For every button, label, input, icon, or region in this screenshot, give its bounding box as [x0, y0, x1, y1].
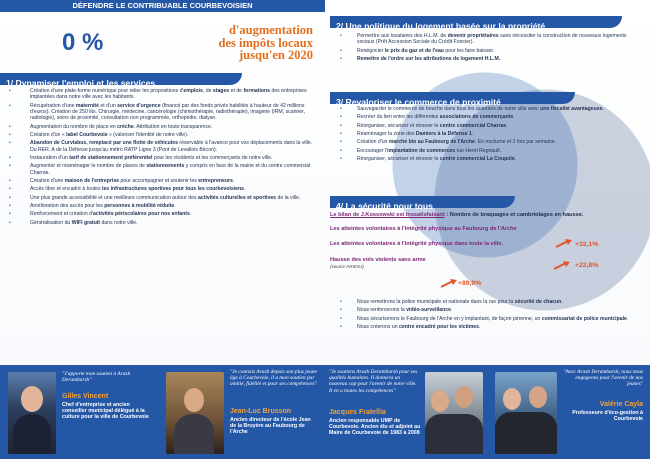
section3-item: • Création d'un marché bio au Faubourg de l'Arche. En nocturne et 2 fois par semaine. [330, 139, 630, 145]
section1-item: • Création d'une maison de l'entreprise pour accompagner et soutenir les entrepreneurs. [0, 178, 322, 184]
section2-list [330, 33, 630, 64]
stat1-text: Les atteintes volontaires à l'intégrité physique au Faubourg de l'Arche [330, 226, 517, 232]
section1-list [0, 88, 322, 228]
testimonial-role: Professeure d'éco-gestion à Courbevoie [572, 410, 643, 423]
section1-item: • Renforcement et création d'activités périscolaires pour nos enfants. [0, 211, 322, 217]
headline-line-2: des impôts locaux [218, 35, 313, 50]
section3-item: • Réaménager la zone des Damiers à la Défense 1. [330, 131, 630, 137]
portrait-photo [495, 372, 557, 454]
section4-item: • Nous remettrons la police municipale et nationale dans la rue pour la sécurité de chacun. [330, 299, 630, 305]
stat2-value: +22,8% [575, 262, 599, 269]
section1-item: • Récupération d'une maternité et d'un service d'urgence (financé par des fonds privés habilités à hauteur de 42 millions d'euros). Création de 250 lits. Chirurgie, médecine, cancérologie (chimiothérapie, radiothérapie), imagerie (IRM, scanner, radiologie), soins de proximité, consultation non programmée, orthopédie, dialyse. [0, 103, 322, 122]
portrait-photo [425, 372, 483, 454]
stat1-value: +32,1% [575, 241, 599, 248]
section1-title-bar [0, 73, 242, 88]
testimonial-card [325, 365, 487, 459]
section3-item: • Recréer du lien entre les différentes associations de commerçants. [330, 114, 630, 120]
header-bar [0, 0, 325, 12]
section2-title-bar [330, 16, 622, 31]
testimonial-quote: "Je connais Arash depuis son plus jeune âge à Courbevoie, il a mon soutien par amitié, fidélité et pour ses compétences" [230, 369, 317, 388]
testimonial-name: Jacques Fratellia [329, 409, 386, 416]
section1-item: • Accès libre et encadré à toutes les infrastructures sportives pour tous les courbevoisiens. [0, 186, 322, 192]
header-title: DÉFENDRE LE CONTRIBUABLE COURBEVOISIEN [72, 1, 253, 10]
section1-item: • Amélioration des accès pour les personnes à mobilité réduite. [0, 203, 322, 209]
stat3-text: Hausse des vols violents sans arme [330, 257, 426, 263]
testimonial-quote: "Avec Arash Derambarsh, nous nous engageons pour l'avenir de nos jeunes" [563, 369, 643, 388]
bilan-prefix: Le bilan de J.Kossowski est inssatisfaisant [330, 212, 445, 218]
section3-item: • Sauvegarder le commerce de bouche dans tous les quartiers de notre ville avec une fiscalité avantageuse. [330, 106, 630, 112]
section4-title: 4/ La sécurité pour tous [336, 201, 433, 211]
section2-item: • Renégocier le prix du gaz et de l'eau pour les faire baisser. [330, 48, 630, 54]
section2-title: 2/ Une politique du logement basée sur la propriété [336, 21, 546, 31]
testimonial-role: Ancien directeur de l'école Jean de la Bruyère au Faubourg de l'Arche [230, 417, 311, 436]
section3-item: • Réorganiser, sécuriser et rénover le centre commercial Charras. [330, 123, 630, 129]
section4-item: • Nous renforcerons la vidéo-surveillance. [330, 307, 630, 313]
stat3-source: (source INHESJ) [330, 264, 364, 269]
trend-up-icon [555, 239, 573, 248]
headline-percent: 0 % [62, 29, 104, 56]
testimonial-card [0, 365, 162, 459]
section3-item: • Encourager l'implantation de commerces rue Henri Regnault. [330, 148, 630, 154]
trend-up-icon [553, 261, 571, 270]
section4-list [330, 299, 630, 332]
bilan-rest: : Nombre de braquages et cambriolages en hausse. [444, 212, 584, 218]
section1-item: • Augmenter et réaménager le nombre de places de stationnements y compris en face de la mairie et du centre commercial Charras. [0, 163, 322, 176]
section2-item: • Remettre de l'ordre sur les attributions de logement H.L.M. [330, 56, 630, 62]
section1-item: • Création d'une plate-forme numérique pour relier les propositions d'emplois, de stages et de formations des entreprises implantées dans notre ville avec les habitants. [0, 88, 322, 101]
section4-item: • Nous créerons un centre encadré pour les victimes. [330, 324, 630, 330]
section3-title: 3/ Revaloriser le commerce de proximité [336, 97, 501, 107]
headline-text [128, 24, 313, 62]
section1-item: • Augmentation du nombre de place en crèche. Attribution en toute transparence. [0, 124, 322, 130]
testimonial-quote: "Je soutiens Arash Derambarsh pour ses qualités humaines. Il donnera un nouveau cap pour l'avenir de notre ville. Il en a toutes les compétences" [329, 369, 418, 394]
section3-list [330, 106, 630, 164]
testimonial-name: Gilles Vincent [62, 393, 109, 400]
section1-item: • Création d'un « label Courbevoie » (valoriser l'identité de notre ville). [0, 132, 322, 138]
section1-title: 1/ Dynamiser l'emploi et les services [6, 78, 156, 88]
testimonial-name: Valérie Cayla [599, 401, 643, 408]
testimonial-card [487, 365, 650, 459]
testimonial-name: Jean-Luc Brusson [230, 408, 292, 415]
section4-title-bar [330, 196, 515, 211]
headline-line-1: d'augmentation [228, 23, 313, 37]
stat3-value: +89,9% [458, 280, 482, 287]
headline-line-3: jusqu'en 2020 [239, 48, 313, 62]
testimonial-quote: "J'apporte mon soutien à Arash Derambarsh" [62, 371, 131, 384]
section4-item: • Nous sécuriserons le Faubourg de l'Arche en y implantant, de façon pérenne, un commissariat de police municipale. [330, 316, 630, 322]
section1-item: • Généralisation du WIFI gratuit dans notre ville. [0, 220, 322, 226]
testimonial-card [162, 365, 324, 459]
section1-item: • Instauration d'un tarif de stationnement préférentiel pour les résidents et les commerçants de notre ville. [0, 155, 322, 161]
section1-item: • Une plus grande accessibilité et une meilleure communication autour des activités culturelles et sportives de la ville. [0, 195, 322, 201]
section3-item: • Réorganiser, sécuriser et rénover le centre commercial La Coupole. [330, 156, 630, 162]
section3-title-bar [330, 92, 575, 107]
testimonial-role: Ancien responsable UMP de Courbevoie. Ancien élu et adjoint au Maire de Courbevoie de 1983 à 2008 [329, 418, 421, 437]
section2-item: • Permettre aux locataires des H.L.M. de devenir propriétaires sans nécessiter la construction de nouveaux logements sociaux (Prêt Accession Sociale du Crédit Foncier). [330, 33, 630, 46]
testimonial-role: Chef d'entreprise et ancien conseiller municipal délégué à la culture pour la ville de Courbevoie [62, 402, 149, 421]
section1-item: • Abandon de Curviabus, remplacé par une flotte de véhicules réservable à l'avance pour vos déplacements dans la ville. Du RER. A de la Défense jusqu'au métro RATP Ligne 3 (Pont de Levallois Bécon). [0, 140, 322, 153]
portrait-photo [8, 372, 56, 454]
trend-up-icon [440, 279, 458, 288]
portrait-photo [166, 372, 224, 454]
stat2-text: Les atteintes volontaires à l'intégrité physique dans toute la ville. [330, 241, 503, 247]
